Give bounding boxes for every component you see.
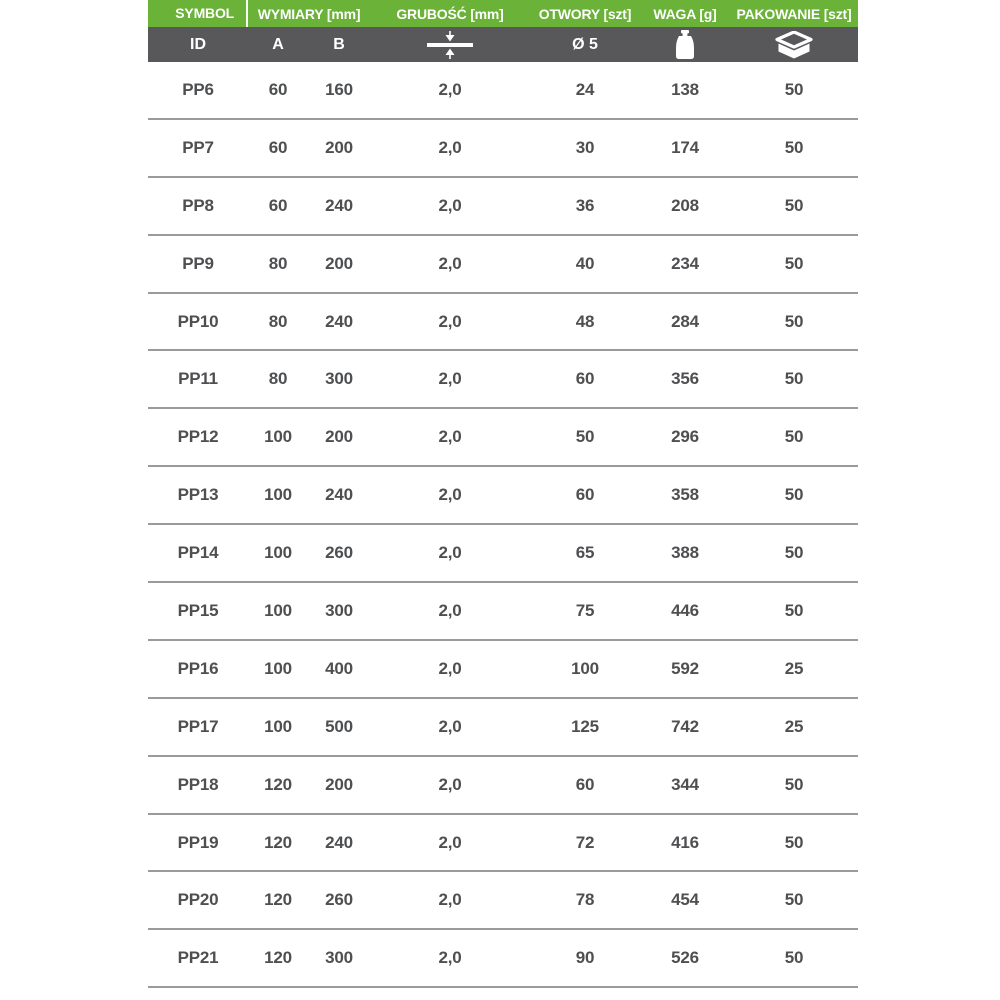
subheader-b: B xyxy=(333,35,345,53)
cell-a: 120 xyxy=(264,832,292,852)
table-row xyxy=(148,525,858,583)
cell-symbol: PP12 xyxy=(177,427,219,447)
subheader-a: A xyxy=(272,35,284,53)
cell-symbol: PP9 xyxy=(182,253,214,273)
cell-waga: 592 xyxy=(671,658,699,678)
cell-waga: 296 xyxy=(671,427,699,447)
cell-pakowanie: 25 xyxy=(784,658,804,678)
cell-symbol: PP7 xyxy=(182,137,214,157)
cell-symbol: PP19 xyxy=(177,832,219,852)
cell-pakowanie: 50 xyxy=(784,311,804,331)
header-otwory: OTWORY [szt] xyxy=(538,5,632,22)
cell-otwory: 100 xyxy=(571,658,599,678)
cell-b: 300 xyxy=(325,948,353,968)
cell-waga: 526 xyxy=(671,948,699,968)
cell-pakowanie: 50 xyxy=(784,890,804,910)
cell-a: 60 xyxy=(268,195,288,215)
cell-waga: 344 xyxy=(671,774,699,794)
cell-pakowanie: 50 xyxy=(784,543,804,563)
cell-pakowanie: 50 xyxy=(784,369,804,389)
cell-grubosc: 2,0 xyxy=(438,832,462,852)
cell-a: 100 xyxy=(264,427,292,447)
cell-b: 260 xyxy=(325,890,353,910)
cell-b: 240 xyxy=(325,485,353,505)
cell-otwory: 48 xyxy=(575,311,595,331)
table-row xyxy=(148,467,858,525)
cell-pakowanie: 25 xyxy=(784,716,804,736)
cell-waga: 388 xyxy=(671,543,699,563)
table-row xyxy=(148,930,858,988)
cell-b: 260 xyxy=(325,543,353,563)
cell-b: 160 xyxy=(325,79,353,99)
cell-otwory: 65 xyxy=(575,543,595,563)
cell-b: 240 xyxy=(325,195,353,215)
cell-symbol: PP21 xyxy=(177,948,219,968)
cell-waga: 356 xyxy=(671,369,699,389)
cell-waga: 742 xyxy=(671,716,699,736)
cell-waga: 446 xyxy=(671,600,699,620)
table-row xyxy=(148,641,858,699)
cell-a: 120 xyxy=(264,948,292,968)
cell-otwory: 60 xyxy=(575,774,595,794)
cell-waga: 416 xyxy=(671,832,699,852)
cell-waga: 454 xyxy=(671,890,699,910)
table-subheader-row xyxy=(148,27,858,62)
cell-waga: 358 xyxy=(671,485,699,505)
cell-pakowanie: 50 xyxy=(784,832,804,852)
table-row xyxy=(148,178,858,236)
cell-a: 60 xyxy=(268,137,288,157)
cell-symbol: PP18 xyxy=(177,774,219,794)
cell-b: 240 xyxy=(325,832,353,852)
cell-grubosc: 2,0 xyxy=(438,774,462,794)
header-symbol: SYMBOL xyxy=(148,0,248,27)
cell-a: 100 xyxy=(264,716,292,736)
cell-grubosc: 2,0 xyxy=(438,137,462,157)
cell-b: 240 xyxy=(325,311,353,331)
cell-pakowanie: 50 xyxy=(784,427,804,447)
cell-waga: 208 xyxy=(671,195,699,215)
cell-otwory: 60 xyxy=(575,369,595,389)
thickness-icon xyxy=(370,27,530,62)
cell-b: 200 xyxy=(325,253,353,273)
cell-a: 120 xyxy=(264,774,292,794)
weight-icon xyxy=(640,27,730,62)
cell-pakowanie: 50 xyxy=(784,195,804,215)
open-box-icon xyxy=(730,27,858,62)
cell-pakowanie: 50 xyxy=(784,79,804,99)
cell-grubosc: 2,0 xyxy=(438,890,462,910)
cell-pakowanie: 50 xyxy=(784,774,804,794)
table-row xyxy=(148,120,858,178)
product-spec-table xyxy=(148,0,858,988)
header-grubosc: GRUBOŚĆ [mm] xyxy=(396,5,504,22)
cell-waga: 284 xyxy=(671,311,699,331)
cell-waga: 234 xyxy=(671,253,699,273)
cell-pakowanie: 50 xyxy=(784,948,804,968)
cell-otwory: 60 xyxy=(575,485,595,505)
table-row xyxy=(148,236,858,294)
cell-grubosc: 2,0 xyxy=(438,195,462,215)
cell-b: 300 xyxy=(325,600,353,620)
table-row xyxy=(148,699,858,757)
cell-symbol: PP17 xyxy=(177,716,219,736)
cell-symbol: PP10 xyxy=(177,311,219,331)
cell-a: 80 xyxy=(268,369,288,389)
cell-b: 400 xyxy=(325,658,353,678)
cell-b: 500 xyxy=(325,716,353,736)
cell-symbol: PP14 xyxy=(177,543,219,563)
cell-symbol: PP8 xyxy=(182,195,214,215)
cell-symbol: PP6 xyxy=(182,79,214,99)
cell-a: 100 xyxy=(264,543,292,563)
cell-grubosc: 2,0 xyxy=(438,79,462,99)
cell-pakowanie: 50 xyxy=(784,253,804,273)
cell-b: 200 xyxy=(325,137,353,157)
table-row xyxy=(148,62,858,120)
cell-otwory: 90 xyxy=(575,948,595,968)
table-row xyxy=(148,409,858,467)
header-waga: WAGA [g] xyxy=(653,5,717,22)
cell-otwory: 36 xyxy=(575,195,595,215)
subheader-id: ID xyxy=(190,35,206,53)
cell-grubosc: 2,0 xyxy=(438,485,462,505)
cell-b: 200 xyxy=(325,774,353,794)
cell-a: 100 xyxy=(264,485,292,505)
cell-otwory: 72 xyxy=(575,832,595,852)
cell-grubosc: 2,0 xyxy=(438,716,462,736)
cell-otwory: 40 xyxy=(575,253,595,273)
cell-symbol: PP13 xyxy=(177,485,219,505)
cell-otwory: 75 xyxy=(575,600,595,620)
header-wymiary: WYMIARY [mm] xyxy=(257,5,361,22)
table-row xyxy=(148,872,858,930)
table-row xyxy=(148,815,858,873)
cell-waga: 138 xyxy=(671,79,699,99)
cell-a: 100 xyxy=(264,600,292,620)
cell-otwory: 50 xyxy=(575,427,595,447)
cell-a: 80 xyxy=(268,311,288,331)
cell-grubosc: 2,0 xyxy=(438,253,462,273)
header-pakowanie: PAKOWANIE [szt] xyxy=(736,5,852,22)
cell-symbol: PP15 xyxy=(177,600,219,620)
subheader-otwory-diameter: Ø 5 xyxy=(572,35,598,53)
cell-b: 200 xyxy=(325,427,353,447)
cell-pakowanie: 50 xyxy=(784,137,804,157)
table-row xyxy=(148,351,858,409)
table-row xyxy=(148,757,858,815)
cell-pakowanie: 50 xyxy=(784,600,804,620)
cell-a: 60 xyxy=(268,79,288,99)
cell-grubosc: 2,0 xyxy=(438,658,462,678)
cell-otwory: 125 xyxy=(571,716,599,736)
cell-symbol: PP16 xyxy=(177,658,219,678)
cell-grubosc: 2,0 xyxy=(438,543,462,563)
cell-a: 100 xyxy=(264,658,292,678)
cell-grubosc: 2,0 xyxy=(438,600,462,620)
cell-otwory: 24 xyxy=(575,79,595,99)
table-row xyxy=(148,294,858,352)
cell-symbol: PP11 xyxy=(178,369,218,389)
cell-grubosc: 2,0 xyxy=(438,311,462,331)
cell-waga: 174 xyxy=(671,137,699,157)
table-row xyxy=(148,583,858,641)
cell-grubosc: 2,0 xyxy=(438,369,462,389)
cell-pakowanie: 50 xyxy=(784,485,804,505)
cell-otwory: 78 xyxy=(575,890,595,910)
cell-grubosc: 2,0 xyxy=(438,948,462,968)
cell-otwory: 30 xyxy=(575,137,595,157)
cell-grubosc: 2,0 xyxy=(438,427,462,447)
table-header-row xyxy=(148,0,858,27)
cell-b: 300 xyxy=(325,369,353,389)
cell-a: 80 xyxy=(268,253,288,273)
cell-a: 120 xyxy=(264,890,292,910)
cell-symbol: PP20 xyxy=(177,890,219,910)
